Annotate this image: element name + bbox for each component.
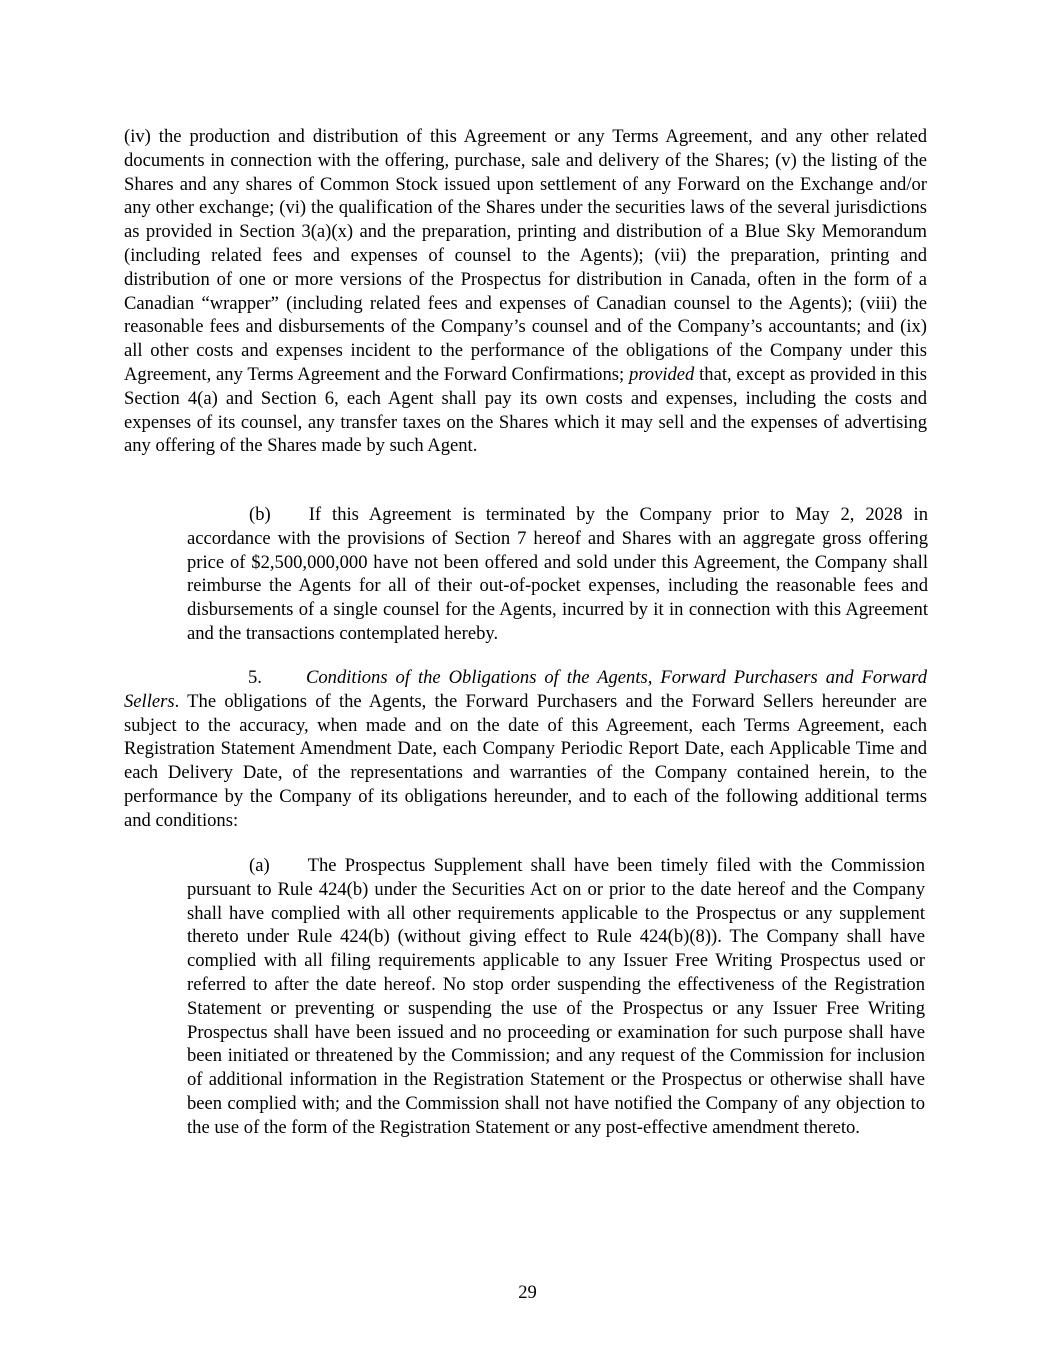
paragraph-b bbox=[187, 503, 928, 646]
paragraph-a-text: The Prospectus Supplement shall have been timely filed with the Commission pursuant to Rule 424(b) under the Securities Act on or prior to the date hereof and the Company shall have complied with all other requirements applicable to the Prospectus or any supplement thereto under Rule 424(b) (without giving effect to Rule 424(b)(8)). The Company shall have complied with all filing requirements applicable to any Issuer Free Writing Prospectus used or referred to after the date hereof. No stop order suspending the effectiveness of the Registration Statement or preventing or suspending the use of the Prospectus or any Issuer Free Writing Prospectus shall have been issued and no proceeding or examination for such purpose shall have been initiated or threatened by the Commission; and any request of the Commission for inclusion of additional information in the Registration Statement or the Prospectus or otherwise shall have been complied with; and the Commission shall not have notified the Company of any objection to the use of the form of the Registration Statement or any post-effective amendment thereto. bbox=[187, 855, 925, 1138]
paragraph-expenses bbox=[124, 125, 927, 458]
section-5-text: . The obligations of the Agents, the Forward Purchasers and the Forward Sellers hereunder are subject to the accuracy, when made and on the date of this Agreement, each Terms Agreement, each Registration Statement Amendment Date, each Company Periodic Report Date, each Applicable Time and each Delivery Date, of the representations and warranties of the Company contained herein, to the performance by the Company of its obligations hereunder, and to each of the following additional terms and conditions: bbox=[124, 690, 927, 831]
section-5-title: Conditions of the Obligations of the Agents, Forward Purchasers and Forward Sellers bbox=[124, 667, 927, 712]
paragraph-expenses-text-b: that, except as provided in this Section 4(a) and Section 6, each Agent shall pay its own costs and expenses, including the costs and expenses of its counsel, any transfer taxes on the Shares which it may sell and the expenses of advertising any offering of the Shares made by such Agent. bbox=[124, 363, 927, 457]
paragraph-a bbox=[187, 854, 925, 1140]
paragraph-b-text: If this Agreement is terminated by the Company prior to May 2, 2028 in accordance with the provisions of Section 7 hereof and Shares with an aggregate gross offering price of $2,500,000,000 have not been offered and sold under this Agreement, the Company shall reimburse the Agents for all of their out-of-pocket expenses, including the reasonable fees and disbursements of a single counsel for the Agents, incurred by it in connection with this Agreement and the transactions contemplated hereby. bbox=[187, 504, 928, 644]
section-5 bbox=[124, 666, 927, 833]
paragraph-b-label: (b) bbox=[249, 504, 271, 525]
paragraph-a-label: (a) bbox=[249, 855, 270, 876]
section-5-number: 5. bbox=[248, 667, 262, 688]
page-number: 29 bbox=[518, 1282, 537, 1303]
paragraph-expenses-text-a: (iv) the production and distribution of this Agreement or any Terms Agreement, and any other related documents in connection with the offering, purchase, sale and delivery of the Shares; (v) the listing of the Shares and any shares of Common Stock issued upon settlement of any Forward on the Exchange and/or any other exchange; (vi) the qualification of the Shares under the securities laws of the several jurisdictions as provided in Section 3(a)(x) and the preparation, printing and distribution of a Blue Sky Memorandum (including related fees and expenses of counsel to the Agents); (vii) the preparation, printing and distribution of one or more versions of the Prospectus for distribution in Canada, often in the form of a Canadian “wrapper” (including related fees and expenses of Canadian counsel to the Agents); (viii) the reasonable fees and disbursements of the Company’s counsel and of the Company’s accountants; and (ix) all other costs and expenses incident to the performance of the obligations of the Company under this Agreement, any Terms Agreement and the Forward Confirmations; bbox=[124, 126, 927, 385]
provided-italic: provided bbox=[628, 363, 695, 385]
